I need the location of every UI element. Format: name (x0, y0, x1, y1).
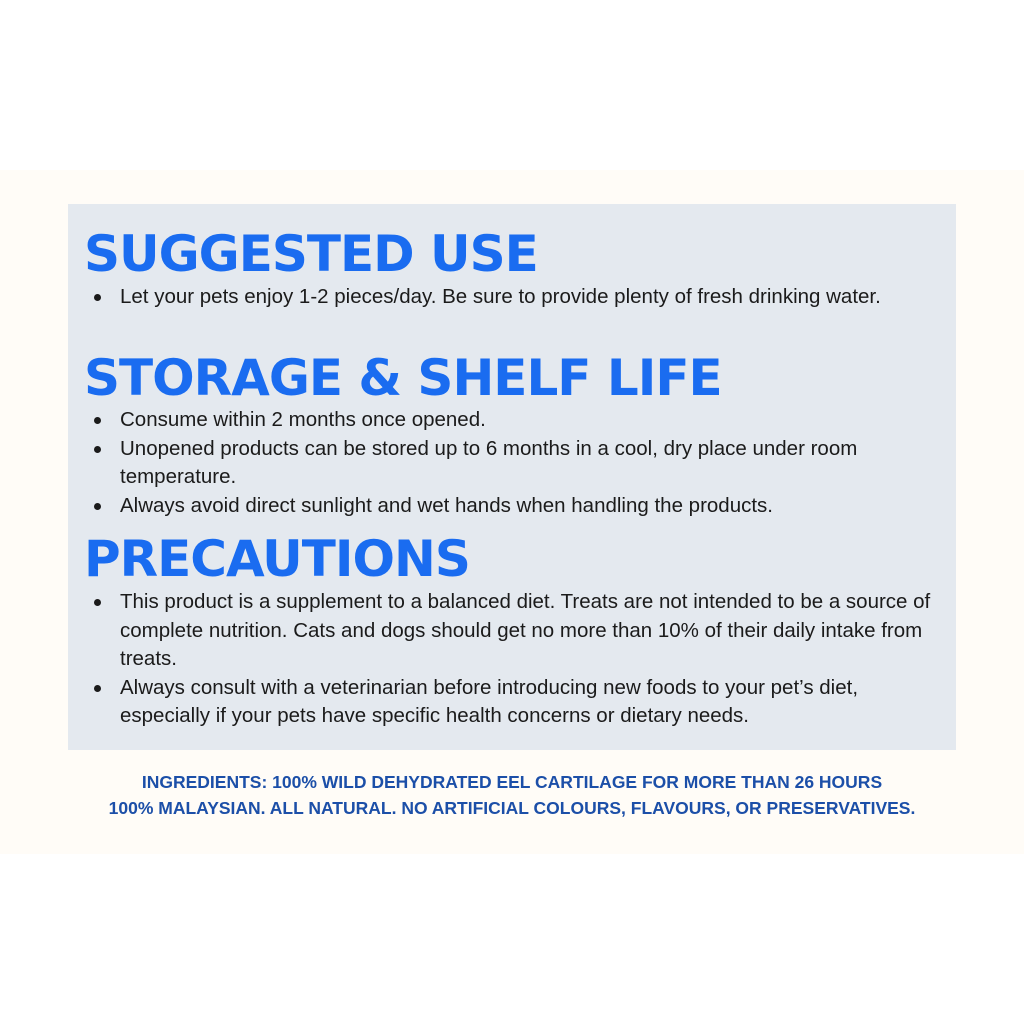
list-item: This product is a supplement to a balanced diet. Treats are not intended to be a source of complete nutrition. Cats and dogs should get no more than 10% of their daily intake from treats. (92, 588, 948, 674)
list-item: Always avoid direct sunlight and wet hands when handling the products. (92, 492, 948, 521)
storage-list (92, 406, 948, 520)
list-item: Consume within 2 months once opened. (92, 406, 948, 435)
precautions-heading: PRECAUTIONS (84, 530, 470, 588)
list-item: Unopened products can be stored up to 6 months in a cool, dry place under room temperature. (92, 435, 948, 492)
list-item: Let your pets enjoy 1-2 pieces/day. Be sure to provide plenty of fresh drinking water. (92, 283, 948, 312)
suggested-use-heading: SUGGESTED USE (84, 225, 538, 283)
claims-line: 100% MALAYSIAN. ALL NATURAL. NO ARTIFICIAL COLOURS, FLAVOURS, OR PRESERVATIVES. (108, 798, 916, 818)
precautions-list (92, 588, 948, 731)
ingredients-line: INGREDIENTS: 100% WILD DEHYDRATED EEL CARTILAGE FOR MORE THAN 26 HOURS (141, 772, 883, 792)
list-item: Always consult with a veterinarian before introducing new foods to your pet’s diet, especially if your pets have specific health concerns or dietary needs. (92, 674, 948, 731)
storage-heading: STORAGE & SHELF LIFE (84, 349, 722, 407)
suggested-use-list (92, 283, 948, 312)
